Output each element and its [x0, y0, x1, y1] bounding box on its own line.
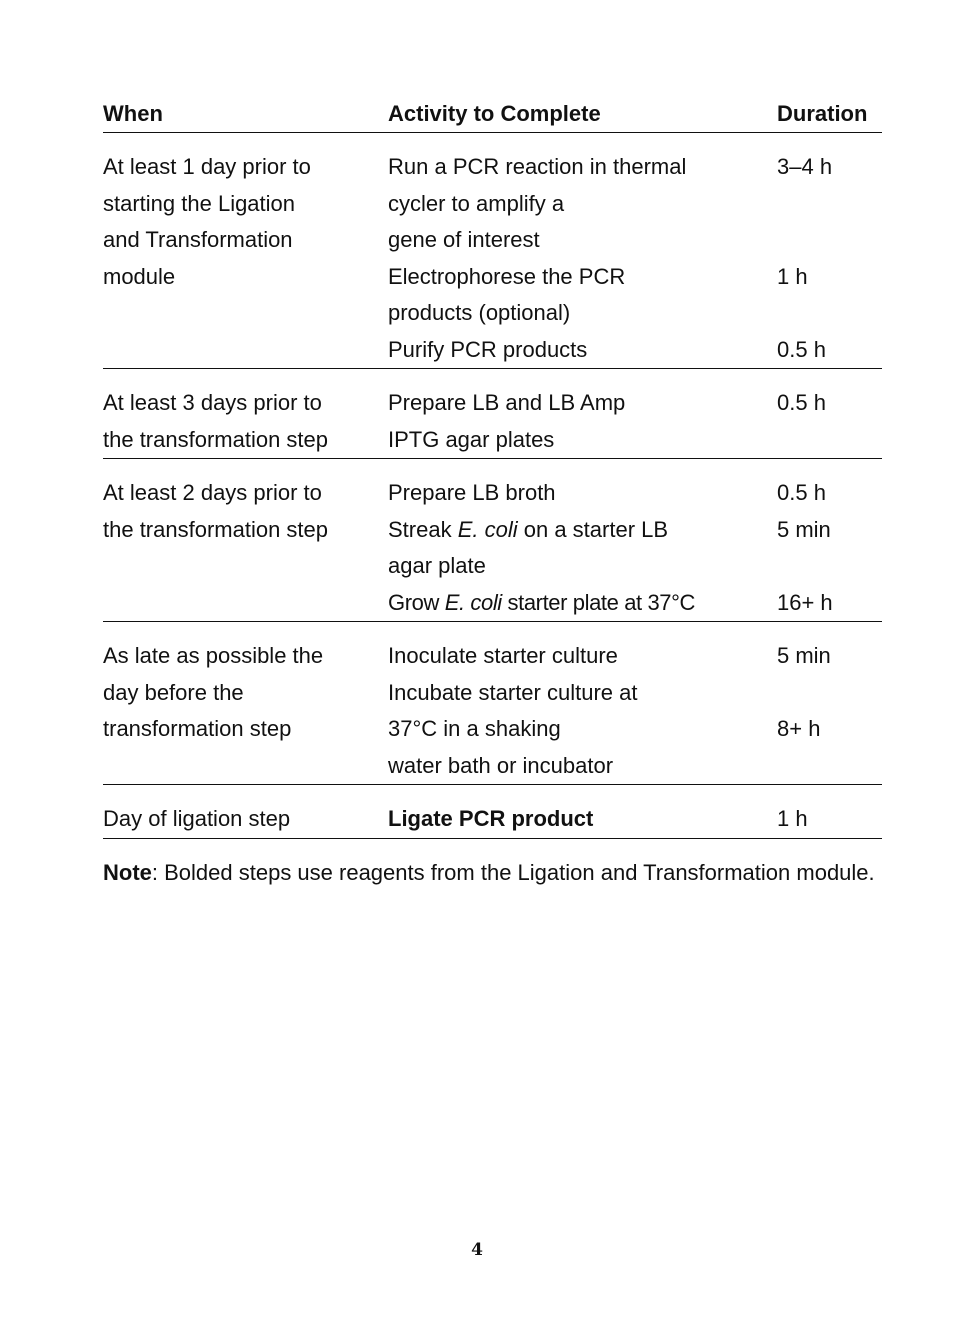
note-label: Note	[103, 859, 152, 885]
when-cell: As late as possible the day before the transformation step	[103, 622, 388, 785]
species-name: E. coli	[457, 516, 518, 542]
when-cell: At least 1 day prior to starting the Ligation and Transformation module	[103, 133, 388, 369]
activity-cell: Run a PCR reaction in thermal cycler to amplify a gene of interest Electrophorese the PCR products (optional) Purify PCR products	[388, 133, 777, 369]
ecoli-italic-line: Streak E. coli on a starter LB	[388, 516, 669, 542]
duration-cell: 5 min 8+ h	[777, 622, 882, 785]
duration-cell: 0.5 h 5 min 16+ h	[777, 459, 882, 622]
page-number: 4	[471, 1240, 483, 1260]
table-row	[103, 785, 882, 839]
note-text: : Bolded steps use reagents from the Ligation and Transformation module.	[151, 859, 875, 885]
schedule-table	[103, 96, 882, 839]
when-cell: At least 3 days prior to the transformation step	[103, 369, 388, 459]
ecoli-italic-line: Grow E. coli starter plate at 37°C	[388, 589, 696, 615]
table-row	[103, 459, 882, 622]
species-name: E. coli	[444, 589, 502, 615]
header-duration: Duration	[777, 96, 882, 133]
duration-cell: 3–4 h 1 h 0.5 h	[777, 133, 882, 369]
duration-cell: 1 h	[777, 785, 882, 839]
activity-cell: Ligate PCR product	[388, 785, 777, 839]
activity-cell: Inoculate starter culture Incubate starter culture at 37°C in a shaking water bath or incubator	[388, 622, 777, 785]
header-activity: Activity to Complete	[388, 96, 777, 133]
footnote	[103, 855, 882, 892]
duration-cell: 0.5 h	[777, 369, 882, 459]
table-header-row	[103, 96, 882, 133]
activity-cell: Prepare LB and LB Amp IPTG agar plates	[388, 369, 777, 459]
header-when: When	[103, 96, 388, 133]
table-row	[103, 133, 882, 369]
when-cell: At least 2 days prior to the transformation step	[103, 459, 388, 622]
table-row	[103, 369, 882, 459]
when-cell: Day of ligation step	[103, 785, 388, 839]
document-page	[103, 96, 882, 891]
table-row	[103, 622, 882, 785]
activity-cell: Prepare LB broth Streak E. coli on a starter LB agar plate Grow E. coli starter plate at 37°C	[388, 459, 777, 622]
